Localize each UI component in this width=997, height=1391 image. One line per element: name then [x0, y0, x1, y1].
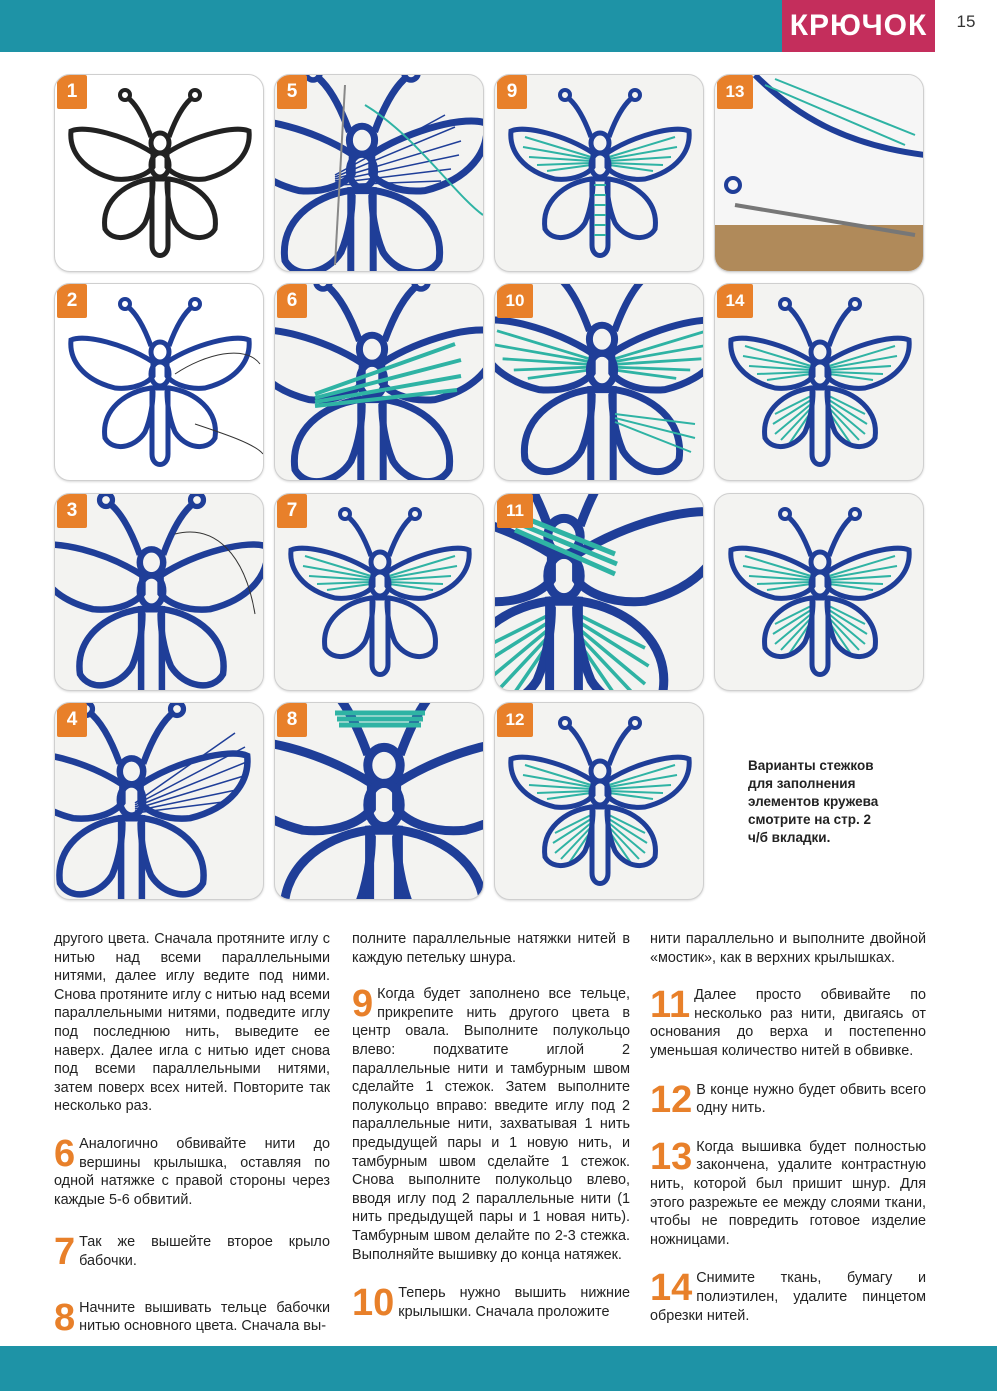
- step-text: Начните вышивать тельце бабочки нитью основного цвета. Сначала вы-: [79, 1299, 330, 1335]
- instruction-step-13: [650, 1135, 926, 1250]
- step-badge: 11: [497, 494, 533, 528]
- step-photo-10: [494, 283, 704, 481]
- section-title: КРЮЧОК: [782, 0, 935, 52]
- caption-line: смотрите на стр. 2: [748, 812, 872, 827]
- step-photo-13: [714, 74, 924, 272]
- step-text: Когда вышивка будет полностью закончена, удалите контрастную нить, которой был пришит шнур. Для этого разрежьте ее между слоями ткани, чтобы не повредить готовое изделие ножницами.: [650, 1138, 926, 1248]
- step-badge: 9: [497, 75, 527, 109]
- step-photo-1: [54, 74, 264, 272]
- step-number: 10: [352, 1282, 395, 1325]
- step-photo-12: [494, 702, 704, 900]
- step-photo-8: [274, 702, 484, 900]
- text-column-1: [54, 930, 330, 1339]
- step-number: 13: [650, 1135, 693, 1178]
- step-badge: 13: [717, 75, 753, 109]
- step-number: 14: [650, 1267, 693, 1310]
- stitch-variants-caption: [748, 757, 948, 847]
- step-photo-14: [714, 283, 924, 481]
- step-badge: 5: [277, 75, 307, 109]
- step-badge: 2: [57, 284, 87, 318]
- step-number: 11: [650, 984, 691, 1027]
- step-number: 6: [54, 1132, 76, 1175]
- caption-line: для заполнения: [748, 776, 856, 791]
- step-badge: 8: [277, 703, 307, 737]
- footer-band: [0, 1346, 997, 1391]
- step-badge: 3: [57, 494, 87, 528]
- step-text: Снимите ткань, бумагу и полиэтилен, удалите пинцетом обрезки нитей.: [650, 1270, 926, 1324]
- paragraph: нити параллельно и выполните двойной «мостик», как в верхних крылышках.: [650, 931, 926, 966]
- instruction-step-12: [650, 1078, 926, 1121]
- step-badge: 14: [717, 284, 753, 318]
- step-badge: 7: [277, 494, 307, 528]
- caption-line: элементов кружева: [748, 794, 879, 809]
- step-photo-11: [494, 493, 704, 691]
- text-column-2: [352, 930, 630, 1325]
- step-number: 9: [352, 983, 374, 1026]
- instruction-step-10: [352, 1282, 630, 1325]
- page-number: 15: [935, 0, 997, 52]
- step-number: 12: [650, 1078, 693, 1121]
- caption-line: ч/б вкладки.: [748, 830, 831, 845]
- step-text: Так же вышейте второе крыло бабочки.: [79, 1234, 330, 1269]
- step-photo-4: [54, 702, 264, 900]
- step-photo-5: [274, 74, 484, 272]
- instruction-step-6: [54, 1132, 330, 1209]
- step-text: Теперь нужно вышить нижние крылышки. Сначала проложите: [398, 1285, 630, 1320]
- instruction-step-7: [54, 1231, 330, 1274]
- step-text: Далее просто обвивайте по несколько раз нити, двигаясь от основания до верха и постепенно уменьшая количество нитей в обвивке.: [650, 987, 926, 1059]
- step-photo-3: [54, 493, 264, 691]
- paragraph: другого цвета. Сначала протяните иглу с нитью над всеми параллельными нитями, далее иглу ведите под ними. Снова протяните иглу с нитью над всеми параллельными нитями, подведите иглу под последнюю нить, выведите ее наверх. Далее игла с нитью идет снова под всеми параллельными нитями, затем поверх всех нитей. Повторите так несколько раз.: [54, 931, 330, 1115]
- step-number: 8: [54, 1296, 76, 1339]
- instruction-step-8: [54, 1296, 330, 1339]
- instruction-step-11: [650, 986, 926, 1060]
- text-column-3: [650, 930, 926, 1325]
- step-badge: 6: [277, 284, 307, 318]
- step-text: В конце нужно будет обвить всего одну нить.: [696, 1081, 926, 1117]
- caption-line: Варианты стежков: [748, 758, 874, 773]
- step-text: Аналогично обвивайте нити до вершины крылышка, оставляя по одной натяжке с правой стороны через каждые 5-6 обвитий.: [54, 1135, 330, 1208]
- instruction-step-9: [352, 985, 630, 1264]
- step-photo-6: [274, 283, 484, 481]
- finished-butterfly-variant-2: [715, 494, 924, 691]
- step-photo-7: [274, 493, 484, 691]
- step-text: Когда будет заполнено все тельце, прикрепите нить другого цвета в центр овала. Выполните полукольцо влево: подхватите иглой 2 параллельные нити и тамбурным швом сделайте 1 стежок. Затем выполните полукольцо вправо: введите иглу под 2 параллельные нити, захватывая 1 нить предыдущей пары и 1 новую нить, и тамбурным швом сделайте 1 стежок. Снова выполните полукольцо влево, вводя иглу под 2 параллельные нити (1 нить предыдущей пары и 1 новая нить). Тамбурным швом делайте по 2-3 стежка. Выполняйте вышивку до конца натяжек.: [352, 986, 630, 1263]
- step-badge: 12: [497, 703, 533, 737]
- step-number: 7: [54, 1231, 76, 1274]
- paragraph: полните параллельные натяжки нитей в каждую петельку шнура.: [352, 931, 630, 966]
- finished-butterfly-photo: [714, 493, 924, 691]
- step-badge: 10: [497, 284, 533, 318]
- step-photo-9: [494, 74, 704, 272]
- instruction-step-14: [650, 1269, 926, 1325]
- step-photo-2: [54, 283, 264, 481]
- step-badge: 4: [57, 703, 87, 737]
- step-badge: 1: [57, 75, 87, 109]
